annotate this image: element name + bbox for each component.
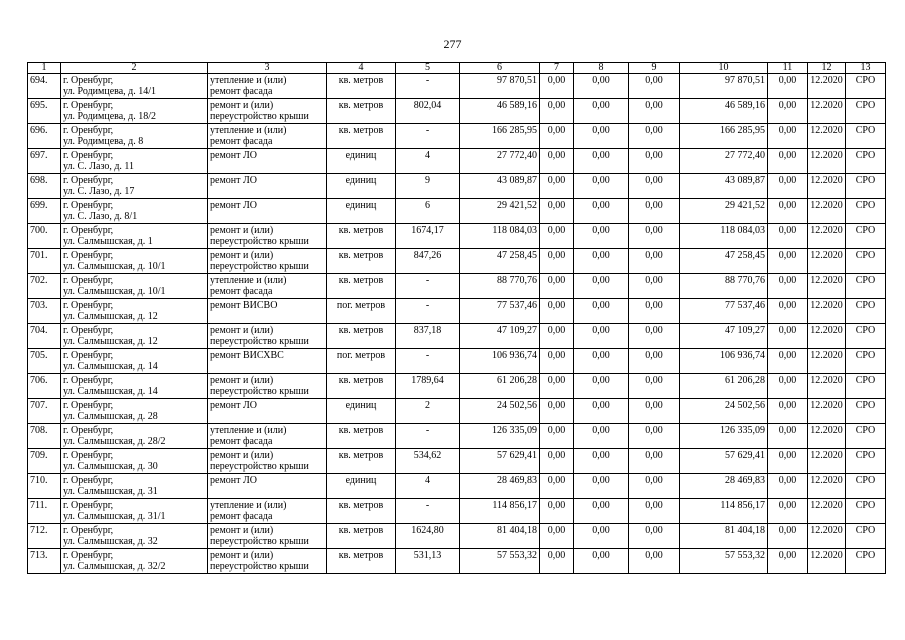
work-type-cell: ремонт и (или) переустройство крыши <box>208 324 327 349</box>
unit-cell: кв. метров <box>327 249 396 274</box>
cost-col10-cell: 77 537,46 <box>680 299 768 324</box>
address-cell: г. Оренбург, ул. Салмышская, д. 12 <box>61 299 208 324</box>
cost-col10-cell: 61 206,28 <box>680 374 768 399</box>
row-number-cell: 694. <box>28 74 61 99</box>
unit-cell: кв. метров <box>327 124 396 149</box>
cost-col7-cell: 0,00 <box>540 349 574 374</box>
cost-col8-cell: 0,00 <box>574 74 629 99</box>
cost-col9-cell: 0,00 <box>629 224 680 249</box>
method-cell: СРО <box>846 324 886 349</box>
completion-date-cell: 12.2020 <box>808 524 846 549</box>
work-type-cell: ремонт ЛО <box>208 199 327 224</box>
table-row <box>28 524 886 549</box>
quantity-cell: - <box>396 299 460 324</box>
work-type-cell: ремонт ВИСВО <box>208 299 327 324</box>
column-number-row <box>28 63 886 74</box>
method-cell: СРО <box>846 374 886 399</box>
cost-col9-cell: 0,00 <box>629 299 680 324</box>
work-type-cell: ремонт и (или) переустройство крыши <box>208 374 327 399</box>
unit-cell: кв. метров <box>327 74 396 99</box>
total-cost-cell: 57 629,41 <box>460 449 540 474</box>
method-cell: СРО <box>846 499 886 524</box>
table-row <box>28 74 886 99</box>
table-row <box>28 499 886 524</box>
table-row <box>28 399 886 424</box>
cost-col8-cell: 0,00 <box>574 299 629 324</box>
cost-col7-cell: 0,00 <box>540 324 574 349</box>
completion-date-cell: 12.2020 <box>808 374 846 399</box>
row-number-cell: 705. <box>28 349 61 374</box>
completion-date-cell: 12.2020 <box>808 174 846 199</box>
cost-col7-cell: 0,00 <box>540 149 574 174</box>
total-cost-cell: 47 258,45 <box>460 249 540 274</box>
cost-col11-cell: 0,00 <box>768 74 808 99</box>
completion-date-cell: 12.2020 <box>808 124 846 149</box>
address-cell: г. Оренбург, ул. Салмышская, д. 28 <box>61 399 208 424</box>
quantity-cell: - <box>396 74 460 99</box>
cost-col9-cell: 0,00 <box>629 199 680 224</box>
row-number-cell: 698. <box>28 174 61 199</box>
method-cell: СРО <box>846 99 886 124</box>
total-cost-cell: 57 553,32 <box>460 549 540 574</box>
work-type-cell: утепление и (или) ремонт фасада <box>208 499 327 524</box>
address-cell: г. Оренбург, ул. С. Лазо, д. 8/1 <box>61 199 208 224</box>
cost-col9-cell: 0,00 <box>629 399 680 424</box>
table-row <box>28 149 886 174</box>
cost-col9-cell: 0,00 <box>629 324 680 349</box>
address-cell: г. Оренбург, ул. Салмышская, д. 31/1 <box>61 499 208 524</box>
total-cost-cell: 46 589,16 <box>460 99 540 124</box>
cost-col8-cell: 0,00 <box>574 224 629 249</box>
method-cell: СРО <box>846 74 886 99</box>
work-type-cell: ремонт и (или) переустройство крыши <box>208 99 327 124</box>
unit-cell: единиц <box>327 399 396 424</box>
table-row <box>28 99 886 124</box>
row-number-cell: 703. <box>28 299 61 324</box>
address-cell: г. Оренбург, ул. Салмышская, д. 1 <box>61 224 208 249</box>
total-cost-cell: 106 936,74 <box>460 349 540 374</box>
completion-date-cell: 12.2020 <box>808 424 846 449</box>
cost-col9-cell: 0,00 <box>629 524 680 549</box>
address-cell: г. Оренбург, ул. Салмышская, д. 31 <box>61 474 208 499</box>
cost-col11-cell: 0,00 <box>768 424 808 449</box>
work-type-cell: ремонт и (или) переустройство крыши <box>208 224 327 249</box>
unit-cell: кв. метров <box>327 549 396 574</box>
cost-col10-cell: 106 936,74 <box>680 349 768 374</box>
cost-col8-cell: 0,00 <box>574 424 629 449</box>
cost-col7-cell: 0,00 <box>540 174 574 199</box>
total-cost-cell: 61 206,28 <box>460 374 540 399</box>
total-cost-cell: 27 772,40 <box>460 149 540 174</box>
quantity-cell: - <box>396 424 460 449</box>
column-header: 2 <box>61 63 208 74</box>
cost-col9-cell: 0,00 <box>629 474 680 499</box>
address-cell: г. Оренбург, ул. Салмышская, д. 14 <box>61 374 208 399</box>
cost-col10-cell: 126 335,09 <box>680 424 768 449</box>
table-row <box>28 224 886 249</box>
table-row <box>28 349 886 374</box>
completion-date-cell: 12.2020 <box>808 224 846 249</box>
cost-col8-cell: 0,00 <box>574 499 629 524</box>
total-cost-cell: 28 469,83 <box>460 474 540 499</box>
cost-col9-cell: 0,00 <box>629 249 680 274</box>
row-number-cell: 706. <box>28 374 61 399</box>
total-cost-cell: 88 770,76 <box>460 274 540 299</box>
method-cell: СРО <box>846 549 886 574</box>
cost-col11-cell: 0,00 <box>768 349 808 374</box>
table-row <box>28 324 886 349</box>
address-cell: г. Оренбург, ул. С. Лазо, д. 11 <box>61 149 208 174</box>
completion-date-cell: 12.2020 <box>808 299 846 324</box>
cost-col10-cell: 118 084,03 <box>680 224 768 249</box>
table-row <box>28 274 886 299</box>
cost-col7-cell: 0,00 <box>540 374 574 399</box>
cost-col11-cell: 0,00 <box>768 249 808 274</box>
cost-col7-cell: 0,00 <box>540 199 574 224</box>
work-type-cell: ремонт ЛО <box>208 149 327 174</box>
unit-cell: единиц <box>327 174 396 199</box>
completion-date-cell: 12.2020 <box>808 349 846 374</box>
cost-col11-cell: 0,00 <box>768 499 808 524</box>
unit-cell: кв. метров <box>327 374 396 399</box>
column-header: 10 <box>680 63 768 74</box>
quantity-cell: 802,04 <box>396 99 460 124</box>
table-row <box>28 424 886 449</box>
table-row <box>28 374 886 399</box>
cost-col7-cell: 0,00 <box>540 474 574 499</box>
completion-date-cell: 12.2020 <box>808 324 846 349</box>
column-header: 3 <box>208 63 327 74</box>
total-cost-cell: 114 856,17 <box>460 499 540 524</box>
total-cost-cell: 81 404,18 <box>460 524 540 549</box>
quantity-cell: 1789,64 <box>396 374 460 399</box>
cost-col11-cell: 0,00 <box>768 124 808 149</box>
quantity-cell: - <box>396 499 460 524</box>
cost-col10-cell: 81 404,18 <box>680 524 768 549</box>
cost-col7-cell: 0,00 <box>540 124 574 149</box>
work-type-cell: утепление и (или) ремонт фасада <box>208 274 327 299</box>
unit-cell: кв. метров <box>327 324 396 349</box>
quantity-cell: 1674,17 <box>396 224 460 249</box>
cost-col11-cell: 0,00 <box>768 99 808 124</box>
cost-col8-cell: 0,00 <box>574 524 629 549</box>
work-type-cell: утепление и (или) ремонт фасада <box>208 424 327 449</box>
row-number-cell: 711. <box>28 499 61 524</box>
row-number-cell: 710. <box>28 474 61 499</box>
unit-cell: кв. метров <box>327 524 396 549</box>
row-number-cell: 700. <box>28 224 61 249</box>
column-header: 9 <box>629 63 680 74</box>
cost-col7-cell: 0,00 <box>540 224 574 249</box>
row-number-cell: 709. <box>28 449 61 474</box>
method-cell: СРО <box>846 124 886 149</box>
completion-date-cell: 12.2020 <box>808 274 846 299</box>
method-cell: СРО <box>846 299 886 324</box>
quantity-cell: 2 <box>396 399 460 424</box>
cost-col11-cell: 0,00 <box>768 399 808 424</box>
completion-date-cell: 12.2020 <box>808 399 846 424</box>
work-type-cell: ремонт ВИСХВС <box>208 349 327 374</box>
cost-col10-cell: 28 469,83 <box>680 474 768 499</box>
address-cell: г. Оренбург, ул. Салмышская, д. 10/1 <box>61 274 208 299</box>
total-cost-cell: 47 109,27 <box>460 324 540 349</box>
cost-col11-cell: 0,00 <box>768 299 808 324</box>
work-type-cell: ремонт и (или) переустройство крыши <box>208 249 327 274</box>
quantity-cell: 837,18 <box>396 324 460 349</box>
total-cost-cell: 126 335,09 <box>460 424 540 449</box>
method-cell: СРО <box>846 424 886 449</box>
cost-col10-cell: 88 770,76 <box>680 274 768 299</box>
total-cost-cell: 43 089,87 <box>460 174 540 199</box>
completion-date-cell: 12.2020 <box>808 449 846 474</box>
cost-col10-cell: 57 553,32 <box>680 549 768 574</box>
row-number-cell: 702. <box>28 274 61 299</box>
cost-col11-cell: 0,00 <box>768 549 808 574</box>
address-cell: г. Оренбург, ул. Родимцева, д. 8 <box>61 124 208 149</box>
row-number-cell: 712. <box>28 524 61 549</box>
address-cell: г. Оренбург, ул. Салмышская, д. 12 <box>61 324 208 349</box>
cost-col7-cell: 0,00 <box>540 99 574 124</box>
completion-date-cell: 12.2020 <box>808 99 846 124</box>
cost-col10-cell: 57 629,41 <box>680 449 768 474</box>
column-header: 6 <box>460 63 540 74</box>
cost-col8-cell: 0,00 <box>574 474 629 499</box>
cost-col7-cell: 0,00 <box>540 549 574 574</box>
cost-col9-cell: 0,00 <box>629 549 680 574</box>
column-header: 1 <box>28 63 61 74</box>
completion-date-cell: 12.2020 <box>808 199 846 224</box>
cost-col8-cell: 0,00 <box>574 99 629 124</box>
column-header: 13 <box>846 63 886 74</box>
cost-col8-cell: 0,00 <box>574 124 629 149</box>
address-cell: г. Оренбург, ул. Салмышская, д. 28/2 <box>61 424 208 449</box>
completion-date-cell: 12.2020 <box>808 549 846 574</box>
quantity-cell: 534,62 <box>396 449 460 474</box>
cost-col11-cell: 0,00 <box>768 224 808 249</box>
table-row <box>28 174 886 199</box>
unit-cell: пог. метров <box>327 349 396 374</box>
method-cell: СРО <box>846 199 886 224</box>
method-cell: СРО <box>846 174 886 199</box>
cost-col11-cell: 0,00 <box>768 199 808 224</box>
unit-cell: кв. метров <box>327 499 396 524</box>
row-number-cell: 713. <box>28 549 61 574</box>
quantity-cell: 847,26 <box>396 249 460 274</box>
method-cell: СРО <box>846 399 886 424</box>
address-cell: г. Оренбург, ул. Салмышская, д. 32/2 <box>61 549 208 574</box>
cost-col11-cell: 0,00 <box>768 449 808 474</box>
unit-cell: кв. метров <box>327 99 396 124</box>
total-cost-cell: 97 870,51 <box>460 74 540 99</box>
row-number-cell: 697. <box>28 149 61 174</box>
row-number-cell: 696. <box>28 124 61 149</box>
total-cost-cell: 118 084,03 <box>460 224 540 249</box>
total-cost-cell: 166 285,95 <box>460 124 540 149</box>
completion-date-cell: 12.2020 <box>808 249 846 274</box>
unit-cell: кв. метров <box>327 274 396 299</box>
quantity-cell: - <box>396 349 460 374</box>
table-row <box>28 449 886 474</box>
cost-col10-cell: 166 285,95 <box>680 124 768 149</box>
method-cell: СРО <box>846 474 886 499</box>
cost-col8-cell: 0,00 <box>574 399 629 424</box>
row-number-cell: 695. <box>28 99 61 124</box>
row-number-cell: 701. <box>28 249 61 274</box>
quantity-cell: 4 <box>396 474 460 499</box>
cost-col7-cell: 0,00 <box>540 274 574 299</box>
table-row <box>28 249 886 274</box>
table-body <box>28 74 886 574</box>
work-type-cell: ремонт ЛО <box>208 174 327 199</box>
cost-col9-cell: 0,00 <box>629 349 680 374</box>
unit-cell: пог. метров <box>327 299 396 324</box>
table-row <box>28 199 886 224</box>
unit-cell: единиц <box>327 149 396 174</box>
cost-col10-cell: 29 421,52 <box>680 199 768 224</box>
works-table <box>27 62 886 574</box>
total-cost-cell: 29 421,52 <box>460 199 540 224</box>
total-cost-cell: 77 537,46 <box>460 299 540 324</box>
cost-col9-cell: 0,00 <box>629 374 680 399</box>
cost-col7-cell: 0,00 <box>540 74 574 99</box>
address-cell: г. Оренбург, ул. Родимцева, д. 14/1 <box>61 74 208 99</box>
cost-col11-cell: 0,00 <box>768 274 808 299</box>
table-row <box>28 474 886 499</box>
cost-col7-cell: 0,00 <box>540 299 574 324</box>
cost-col8-cell: 0,00 <box>574 324 629 349</box>
unit-cell: единиц <box>327 474 396 499</box>
address-cell: г. Оренбург, ул. Салмышская, д. 14 <box>61 349 208 374</box>
work-type-cell: утепление и (или) ремонт фасада <box>208 124 327 149</box>
work-type-cell: утепление и (или) ремонт фасада <box>208 74 327 99</box>
cost-col11-cell: 0,00 <box>768 149 808 174</box>
cost-col11-cell: 0,00 <box>768 524 808 549</box>
cost-col8-cell: 0,00 <box>574 549 629 574</box>
cost-col10-cell: 47 258,45 <box>680 249 768 274</box>
address-cell: г. Оренбург, ул. Родимцева, д. 18/2 <box>61 99 208 124</box>
completion-date-cell: 12.2020 <box>808 474 846 499</box>
address-cell: г. Оренбург, ул. С. Лазо, д. 17 <box>61 174 208 199</box>
work-type-cell: ремонт и (или) переустройство крыши <box>208 524 327 549</box>
cost-col11-cell: 0,00 <box>768 374 808 399</box>
unit-cell: кв. метров <box>327 449 396 474</box>
cost-col10-cell: 47 109,27 <box>680 324 768 349</box>
cost-col9-cell: 0,00 <box>629 274 680 299</box>
method-cell: СРО <box>846 224 886 249</box>
total-cost-cell: 24 502,56 <box>460 399 540 424</box>
row-number-cell: 704. <box>28 324 61 349</box>
column-header: 7 <box>540 63 574 74</box>
quantity-cell: 6 <box>396 199 460 224</box>
method-cell: СРО <box>846 524 886 549</box>
cost-col7-cell: 0,00 <box>540 399 574 424</box>
cost-col10-cell: 24 502,56 <box>680 399 768 424</box>
work-type-cell: ремонт ЛО <box>208 474 327 499</box>
work-type-cell: ремонт ЛО <box>208 399 327 424</box>
method-cell: СРО <box>846 249 886 274</box>
method-cell: СРО <box>846 349 886 374</box>
cost-col11-cell: 0,00 <box>768 324 808 349</box>
cost-col8-cell: 0,00 <box>574 199 629 224</box>
cost-col8-cell: 0,00 <box>574 249 629 274</box>
table-row <box>28 124 886 149</box>
method-cell: СРО <box>846 449 886 474</box>
cost-col8-cell: 0,00 <box>574 149 629 174</box>
address-cell: г. Оренбург, ул. Салмышская, д. 32 <box>61 524 208 549</box>
column-header: 5 <box>396 63 460 74</box>
cost-col7-cell: 0,00 <box>540 249 574 274</box>
cost-col8-cell: 0,00 <box>574 174 629 199</box>
unit-cell: единиц <box>327 199 396 224</box>
cost-col9-cell: 0,00 <box>629 449 680 474</box>
cost-col9-cell: 0,00 <box>629 99 680 124</box>
cost-col7-cell: 0,00 <box>540 424 574 449</box>
cost-col7-cell: 0,00 <box>540 524 574 549</box>
cost-col11-cell: 0,00 <box>768 474 808 499</box>
address-cell: г. Оренбург, ул. Салмышская, д. 30 <box>61 449 208 474</box>
cost-col9-cell: 0,00 <box>629 424 680 449</box>
quantity-cell: - <box>396 274 460 299</box>
cost-col9-cell: 0,00 <box>629 74 680 99</box>
completion-date-cell: 12.2020 <box>808 499 846 524</box>
cost-col8-cell: 0,00 <box>574 274 629 299</box>
cost-col10-cell: 46 589,16 <box>680 99 768 124</box>
quantity-cell: 531,13 <box>396 549 460 574</box>
cost-col7-cell: 0,00 <box>540 499 574 524</box>
column-header: 12 <box>808 63 846 74</box>
completion-date-cell: 12.2020 <box>808 74 846 99</box>
cost-col11-cell: 0,00 <box>768 174 808 199</box>
work-type-cell: ремонт и (или) переустройство крыши <box>208 449 327 474</box>
method-cell: СРО <box>846 274 886 299</box>
quantity-cell: - <box>396 124 460 149</box>
cost-col10-cell: 27 772,40 <box>680 149 768 174</box>
page-number: 277 <box>443 37 462 51</box>
cost-col7-cell: 0,00 <box>540 449 574 474</box>
column-header: 8 <box>574 63 629 74</box>
cost-col10-cell: 97 870,51 <box>680 74 768 99</box>
cost-col9-cell: 0,00 <box>629 174 680 199</box>
table-row <box>28 299 886 324</box>
row-number-cell: 699. <box>28 199 61 224</box>
table-row <box>28 549 886 574</box>
quantity-cell: 1624,80 <box>396 524 460 549</box>
cost-col9-cell: 0,00 <box>629 499 680 524</box>
work-type-cell: ремонт и (или) переустройство крыши <box>208 549 327 574</box>
quantity-cell: 9 <box>396 174 460 199</box>
cost-col9-cell: 0,00 <box>629 124 680 149</box>
unit-cell: кв. метров <box>327 424 396 449</box>
row-number-cell: 707. <box>28 399 61 424</box>
column-header: 11 <box>768 63 808 74</box>
completion-date-cell: 12.2020 <box>808 149 846 174</box>
quantity-cell: 4 <box>396 149 460 174</box>
method-cell: СРО <box>846 149 886 174</box>
address-cell: г. Оренбург, ул. Салмышская, д. 10/1 <box>61 249 208 274</box>
cost-col9-cell: 0,00 <box>629 149 680 174</box>
unit-cell: кв. метров <box>327 224 396 249</box>
cost-col10-cell: 114 856,17 <box>680 499 768 524</box>
cost-col10-cell: 43 089,87 <box>680 174 768 199</box>
row-number-cell: 708. <box>28 424 61 449</box>
column-header: 4 <box>327 63 396 74</box>
cost-col8-cell: 0,00 <box>574 349 629 374</box>
cost-col8-cell: 0,00 <box>574 449 629 474</box>
cost-col8-cell: 0,00 <box>574 374 629 399</box>
